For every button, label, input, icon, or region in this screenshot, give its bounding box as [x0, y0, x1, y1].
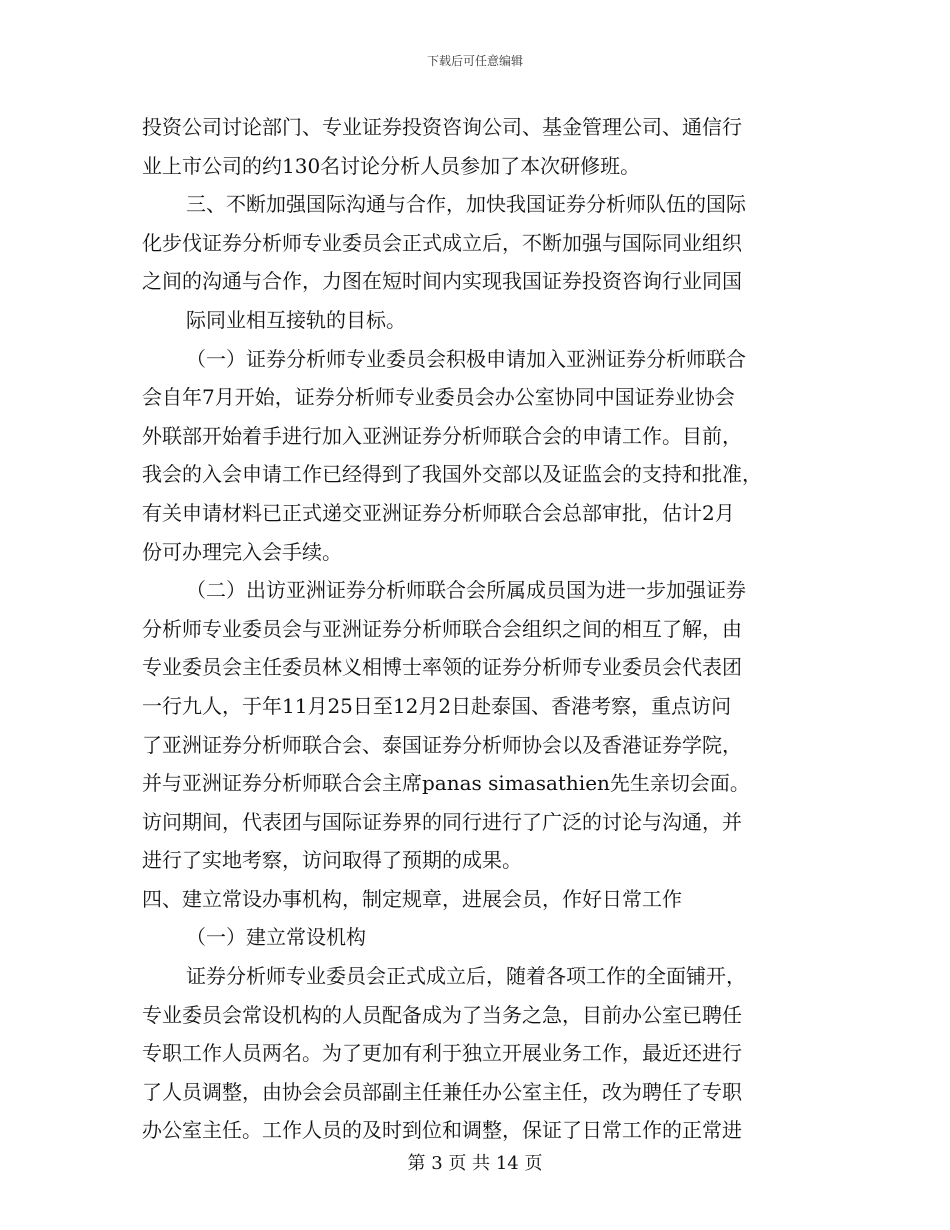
- text-line: 分析师专业委员会与亚洲证券分析师联合会组织之间的相互了解，由: [142, 616, 742, 641]
- text-line: 专职工作人员两名。为了更加有利于独立开展业务工作，最近还进行: [142, 1041, 742, 1066]
- text-line: 化步伐证券分析师专业委员会正式成立后，不断加强与国际同业组织: [142, 230, 742, 255]
- text-line: 外联部开始着手进行加入亚洲证券分析师联合会的申请工作。目前，: [142, 423, 742, 448]
- text-line: 三、不断加强国际沟通与合作，加快我国证券分析师队伍的国际: [186, 192, 746, 217]
- text-line: 际同业相互接轨的目标。: [186, 307, 406, 332]
- text-line: 业上市公司的约130名讨论分析人员参加了本次研修班。: [142, 153, 641, 178]
- text-line: 了人员调整，由协会会员部副主任兼任办公室主任，改为聘任了专职: [142, 1079, 742, 1104]
- text-line: 并与亚洲证券分析师联合会主席panas simasathien先生亲切会面。: [142, 771, 750, 796]
- text-line: 会自年7月开始，证券分析师专业委员会办公室协同中国证券业协会: [142, 385, 735, 410]
- text-line: （一）建立常设机构: [186, 925, 366, 950]
- text-line: 专业委员会主任委员林义相博士率领的证券分析师专业委员会代表团: [142, 655, 742, 680]
- text-line: 之间的沟通与合作，力图在短时间内实现我国证券投资咨询行业同国: [142, 269, 742, 294]
- text-line: 进行了实地考察，访问取得了预期的成果。: [142, 848, 522, 873]
- text-line: （二）出访亚洲证券分析师联合会所属成员国为进一步加强证券: [186, 578, 746, 603]
- text-line: 我会的入会申请工作已经得到了我国外交部以及证监会的支持和批准，: [142, 462, 762, 487]
- text-line: 有关申请材料已正式递交亚洲证券分析师联合会总部审批，估计2月: [142, 500, 735, 525]
- text-line: 四、建立常设办事机构，制定规章，进展会员，作好日常工作: [142, 886, 682, 911]
- text-line: 证券分析师专业委员会正式成立后，随着各项工作的全面铺开，: [186, 964, 746, 989]
- text-line: 一行九人，于年11月25日至12月2日赴泰国、香港考察，重点访问: [142, 693, 732, 718]
- document-body: [142, 108, 806, 1150]
- text-line: 专业委员会常设机构的人员配备成为了当务之急，目前办公室已聘任: [142, 1002, 742, 1027]
- page-header: 下载后可任意编辑: [426, 54, 523, 68]
- text-line: 访问期间，代表团与国际证券界的同行进行了广泛的讨论与沟通，并: [142, 809, 742, 834]
- page-number-footer: 第 3 页 共 14 页: [407, 1153, 543, 1174]
- text-line: 份可办理完入会手续。: [142, 539, 342, 564]
- text-line: 办公室主任。工作人员的及时到位和调整，保证了日常工作的正常进: [142, 1118, 742, 1143]
- text-line: 投资公司讨论部门、专业证券投资咨询公司、基金管理公司、通信行: [142, 115, 742, 139]
- text-line: 了亚洲证券分析师联合会、泰国证券分析师协会以及香港证券学院，: [142, 732, 742, 757]
- text-line: （一）证券分析师专业委员会积极申请加入亚洲证券分析师联合: [186, 346, 746, 371]
